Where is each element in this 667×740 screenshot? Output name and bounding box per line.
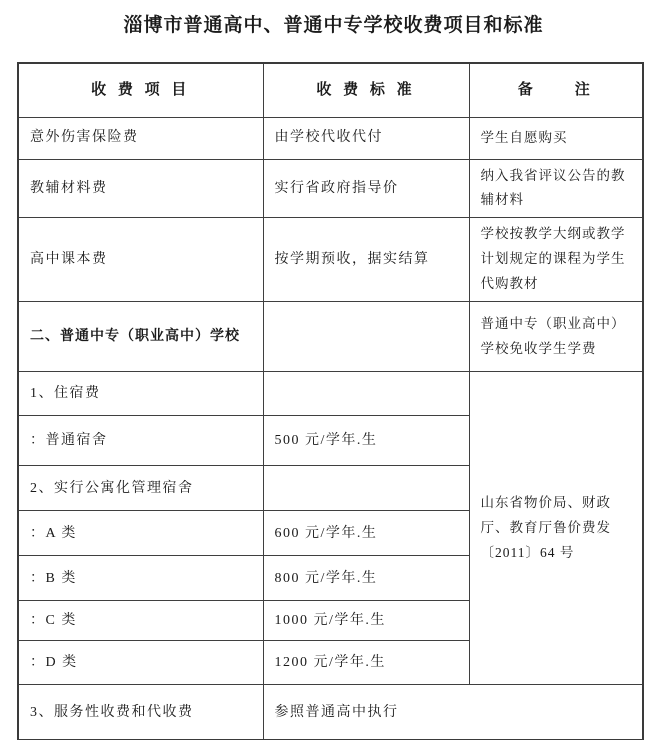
fee-standard-span-cell: 参照普通高中执行 [263, 685, 643, 740]
fee-item-cell: 1、住宿费 [18, 372, 263, 416]
header-remark: 备 注 [469, 63, 643, 117]
fee-item-cell: ：C 类 [18, 601, 263, 641]
fee-standard-cell: 1200 元/学年.生 [263, 641, 469, 685]
fee-item-cell: 3、服务性收费和代收费 [18, 685, 263, 740]
fee-item-cell: ：D 类 [18, 641, 263, 685]
page-title: 淄博市普通高中、普通中专学校收费项目和标准 [123, 15, 544, 36]
fee-standard-cell [263, 302, 469, 372]
header-fee-standard: 收 费 标 准 [263, 63, 469, 117]
table-row [18, 159, 643, 218]
section-title-cell: 二、普通中专（职业高中）学校 [18, 302, 263, 372]
header-row [18, 63, 643, 117]
fee-item-cell: 2、实行公寓化管理宿舍 [18, 466, 263, 511]
fee-table [17, 62, 644, 740]
fee-item-cell: 高中课本费 [18, 218, 263, 302]
remark-cell: 普通中专（职业高中）学校免收学生学费 [469, 302, 643, 372]
remark-cell: 纳入我省评议公告的教辅材料 [469, 159, 643, 218]
fee-standard-cell [263, 466, 469, 511]
remark-merged-cell: 山东省物价局、财政厅、教育厅鲁价费发〔2011〕64 号 [469, 372, 643, 685]
remark-cell: 学生自愿购买 [469, 117, 643, 159]
table-row [18, 218, 643, 302]
section-row [18, 302, 643, 372]
fee-standard-cell: 实行省政府指导价 [263, 159, 469, 218]
table-row [18, 117, 643, 159]
fee-item-cell: ：B 类 [18, 556, 263, 601]
fee-standard-cell: 500 元/学年.生 [263, 416, 469, 466]
fee-standard-cell: 1000 元/学年.生 [263, 601, 469, 641]
fee-item-cell: ：普通宿舍 [18, 416, 263, 466]
table-row [18, 685, 643, 740]
fee-standard-cell: 由学校代收代付 [263, 117, 469, 159]
remark-cell: 学校按教学大纲或教学计划规定的课程为学生代购教材 [469, 218, 643, 302]
fee-standard-cell: 800 元/学年.生 [263, 556, 469, 601]
fee-standard-cell: 600 元/学年.生 [263, 511, 469, 556]
fee-item-cell: 意外伤害保险费 [18, 117, 263, 159]
header-fee-item: 收 费 项 目 [18, 63, 263, 117]
fee-item-cell: 教辅材料费 [18, 159, 263, 218]
table-row [18, 372, 643, 416]
fee-item-cell: ：A 类 [18, 511, 263, 556]
fee-standard-cell [263, 372, 469, 416]
fee-standard-cell: 按学期预收，据实结算 [263, 218, 469, 302]
